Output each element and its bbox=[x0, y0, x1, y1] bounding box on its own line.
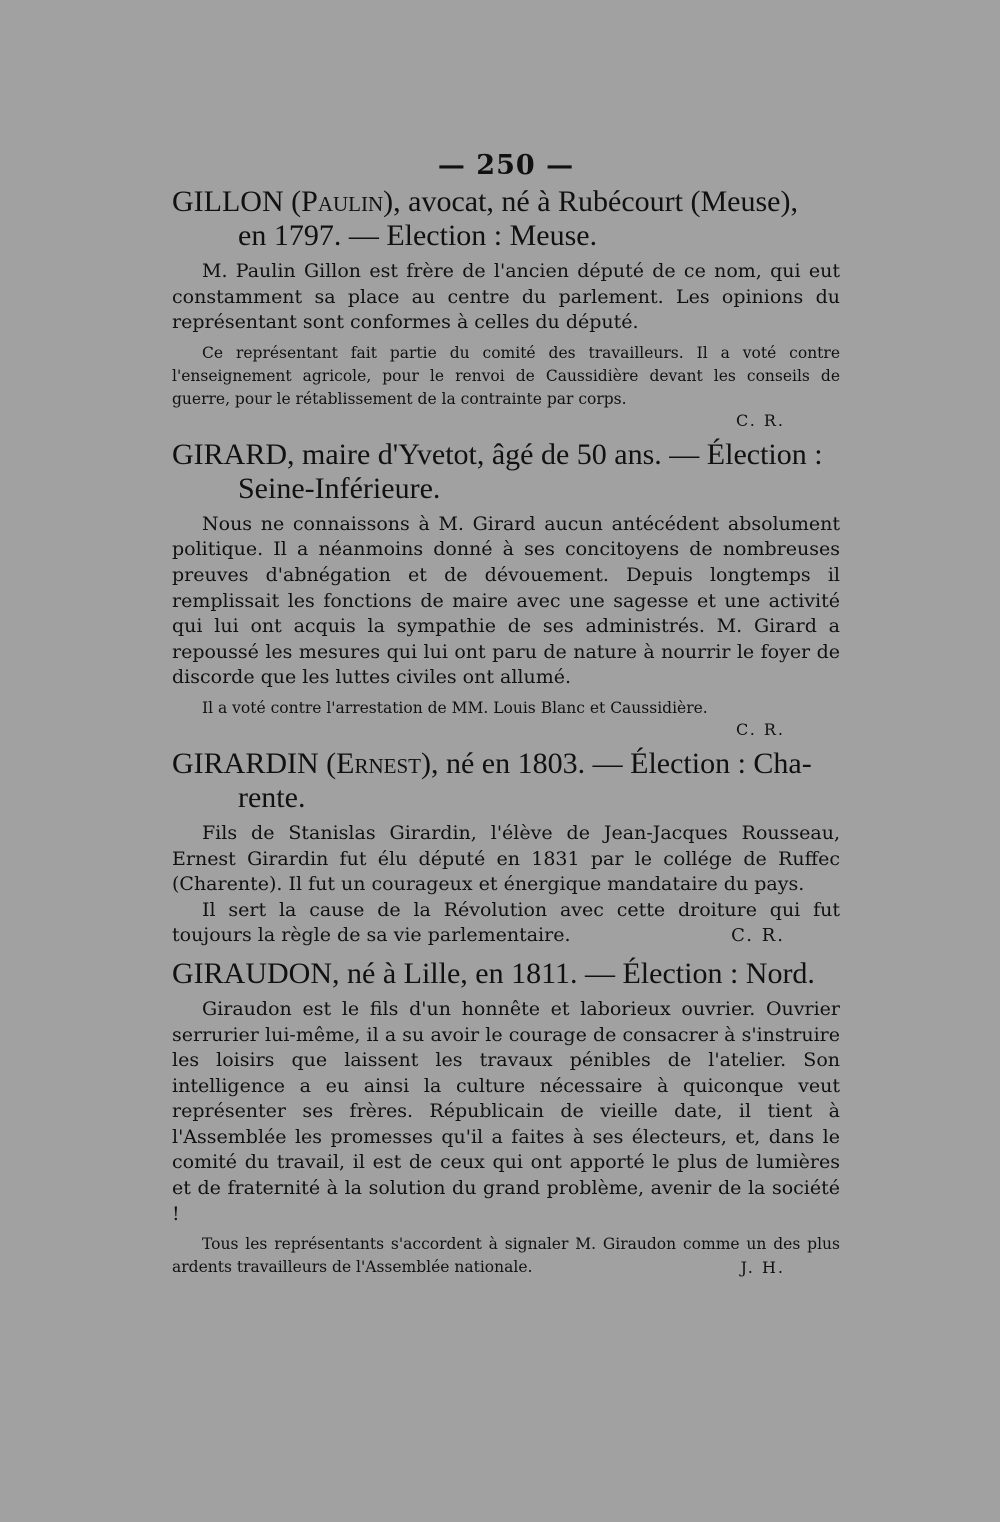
entry-heading-text: , avocat, né à Rubécourt (Meuse), bbox=[393, 185, 798, 218]
entry-given-name: (Paulin) bbox=[291, 185, 394, 218]
entry-heading-continuation: rente. bbox=[238, 780, 306, 814]
entry-paragraph: Fils de Stanislas Girardin, l'élève de Jean-Jacques Rousseau, Ernest Girardin fut élu député en 1831 par le collége de Ruffec (Charente). Il fut un courageux et énergique mandataire du pays. bbox=[172, 821, 840, 896]
entry-note-text: Tous les représentants s'accordent à signaler M. Giraudon comme un des plus ardents travailleurs de l'Assemblée nationale. bbox=[172, 1235, 840, 1277]
entry-name: GIRAUDON bbox=[172, 956, 332, 990]
entry-paragraph: Nous ne connaissons à M. Girard aucun antécédent absolument politique. Il a néanmoins donné à ses concitoyens de nombreuses preuves d'abnégation et de dévouement. Depuis longtemps il remplissait les fonctions de maire avec une sagesse et une activité qui lui ont acquis la sympathie de ses administrés. M. Girard a repoussé les mesures qui lui ont paru de nature à nourrir le foyer de discorde que les luttes civiles ont allumé. bbox=[172, 512, 840, 689]
entry-paragraph: Giraudon est le fils d'un honnête et laborieux ouvrier. Ouvrier serrurier lui-même, il a su avoir le courage de consacrer à s'instruire les loisirs que laissent les travaux pénibles de l'atelier. Son intelligence a eu ainsi la culture nécessaire à quiconque veut représenter ses frères. Républicain de vieille date, il tient à l'Assemblée les promesses qu'il a faites à ses électeurs, et, dans le comité du travail, il est de ceux qui ont apporté le plus de lumières et de fraternité à la solution du grand problème, avenir de la société ! bbox=[172, 997, 840, 1225]
entry-signature: C. R. bbox=[731, 925, 785, 947]
entry-given-name: (Ernest) bbox=[326, 746, 431, 780]
entry-signature: C. R. bbox=[736, 719, 785, 739]
entry-heading-continuation: en 1797. — Election : Meuse. bbox=[238, 219, 598, 252]
entry-heading bbox=[172, 185, 840, 253]
entry-signature: C. R. bbox=[736, 410, 785, 430]
entry-heading bbox=[172, 747, 840, 815]
entry-heading-continuation: Seine-Inférieure. bbox=[238, 471, 441, 505]
entry-note: Il a voté contre l'arrestation de MM. Louis Blanc et Caussidière. bbox=[202, 698, 708, 717]
entry-giraudon bbox=[172, 957, 840, 1279]
entry-paragraph-last bbox=[172, 898, 840, 949]
entry-paragraph-text: Il sert la cause de la Révolution avec cette droiture qui fut toujours la règle de sa vie parlementaire. bbox=[172, 898, 840, 947]
entry-paragraph: M. Paulin Gillon est frère de l'ancien député de ce nom, qui eut constamment sa place au centre du parlement. Les opinions du représentant sont conformes à celles du député. bbox=[172, 260, 840, 334]
entry-name: GILLON bbox=[172, 185, 284, 218]
entry-name: GIRARDIN bbox=[172, 746, 319, 780]
entry-heading-text: , né à Lille, en 1811. — Élection : Nord. bbox=[332, 956, 815, 990]
book-page bbox=[172, 150, 840, 1287]
entry-signature: J. H. bbox=[740, 1258, 785, 1278]
entry-note bbox=[172, 1233, 840, 1279]
entry-heading-text: , né en 1803. — Élection : Cha- bbox=[430, 746, 812, 780]
entry-girard bbox=[172, 438, 840, 739]
page-number: — 250 — bbox=[437, 150, 575, 181]
entry-gillon bbox=[172, 185, 840, 430]
entry-heading bbox=[172, 438, 840, 506]
entry-name: GIRARD bbox=[172, 437, 288, 471]
entry-note: Ce représentant fait partie du comité des travailleurs. Il a voté contre l'enseignement agricole, pour le renvoi de Caussidière devant les conseils de guerre, pour le rétablissement de la contrainte par corps. bbox=[172, 343, 840, 408]
entry-girardin bbox=[172, 747, 840, 949]
entry-heading-text: , maire d'Yvetot, âgé de 50 ans. — Élection : bbox=[287, 437, 823, 471]
entry-heading bbox=[172, 957, 840, 991]
